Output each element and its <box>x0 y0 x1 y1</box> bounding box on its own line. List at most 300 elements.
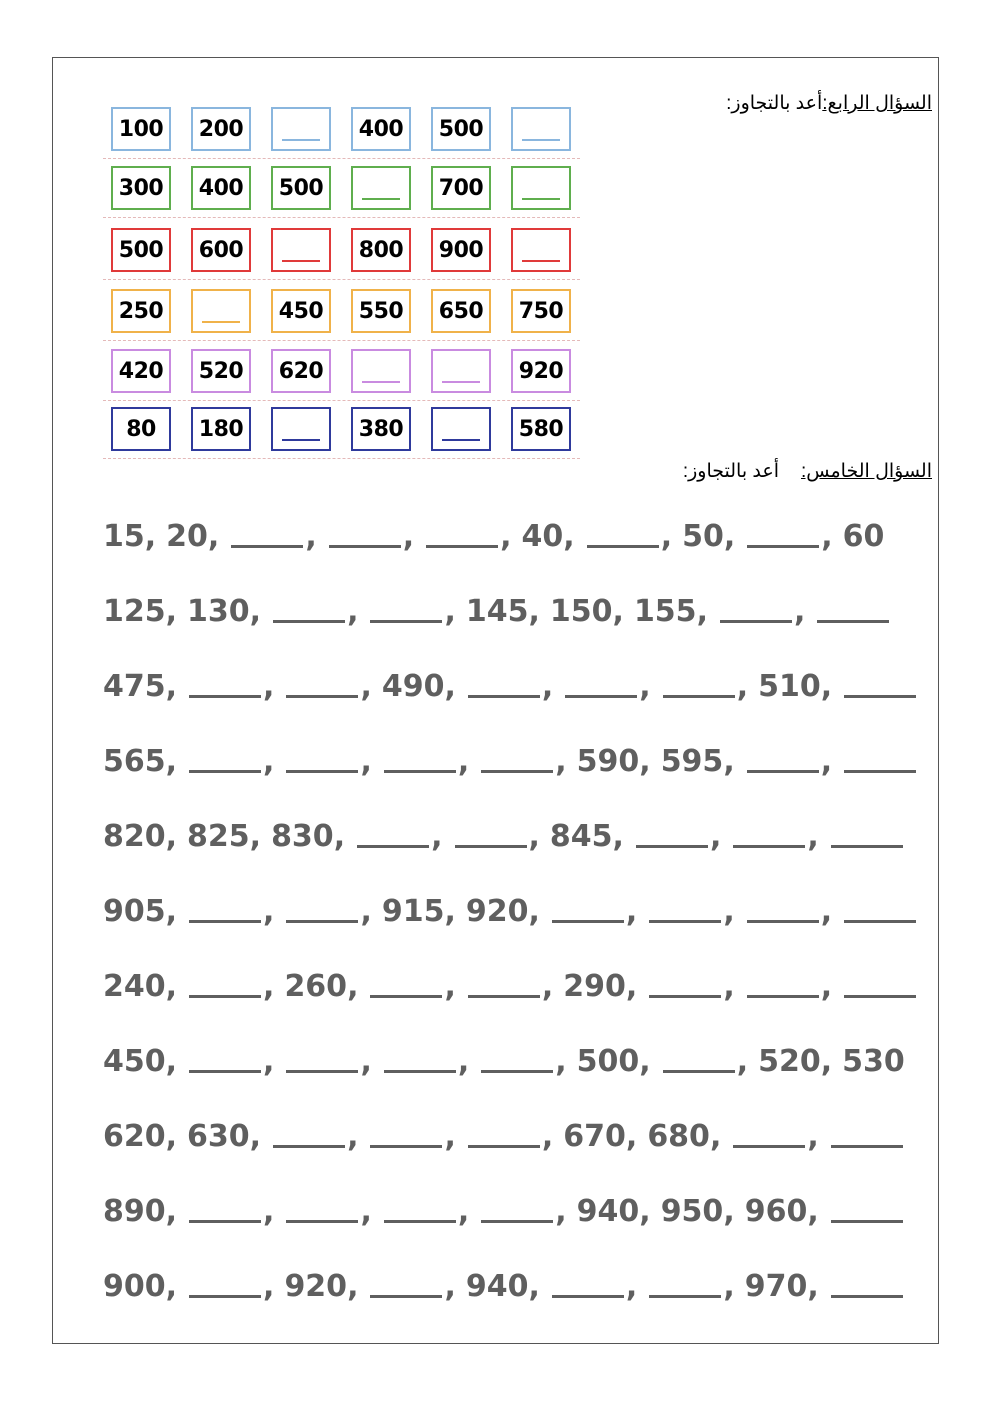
number-text: 680 <box>647 1119 710 1154</box>
blank-line[interactable] <box>273 1145 345 1148</box>
grid-blank-cell <box>351 166 411 210</box>
answer-blank <box>368 594 465 629</box>
blank-line[interactable] <box>720 620 792 623</box>
comma: , <box>625 1119 638 1154</box>
sequence-number <box>466 594 550 629</box>
comma: , <box>541 969 554 1004</box>
answer-blank <box>382 744 479 779</box>
blank-line[interactable] <box>329 545 401 548</box>
answer-blank <box>284 744 381 779</box>
sequence-number <box>103 744 187 779</box>
comma: , <box>263 669 275 704</box>
comma: , <box>541 669 554 704</box>
comma: , <box>457 1044 470 1079</box>
sequence-row <box>103 1258 893 1304</box>
blank-line[interactable] <box>286 1070 358 1073</box>
comma: , <box>820 969 833 1004</box>
grid-number-cell <box>431 289 491 333</box>
answer-blank <box>368 969 465 1004</box>
number-text: 500 <box>576 1044 640 1079</box>
blank-line[interactable] <box>384 1220 456 1223</box>
grid-blank-cell <box>271 107 331 151</box>
blank-line[interactable] <box>636 845 708 848</box>
answer-blank <box>284 669 381 704</box>
question-four-heading <box>726 92 932 115</box>
grid-number: 520 <box>198 358 244 384</box>
number-text: 900 <box>103 1269 166 1304</box>
number-text: 290 <box>563 969 626 1004</box>
grid-row <box>103 401 580 459</box>
blank-line[interactable] <box>286 695 358 698</box>
number-text: 520 <box>758 1044 821 1079</box>
blank-line[interactable] <box>426 545 498 548</box>
answer-blank <box>187 1044 284 1079</box>
answer-blank <box>718 594 815 629</box>
sequence-number <box>166 519 229 554</box>
sequence-number <box>550 819 634 854</box>
comma: , <box>347 1119 359 1154</box>
sequence-number <box>745 1269 829 1304</box>
comma: , <box>736 669 749 704</box>
comma: , <box>347 594 359 629</box>
comma: , <box>807 1269 819 1304</box>
grid-number-cell <box>431 107 491 151</box>
question-five-instruction: أعد بالتجاوز: <box>682 461 779 482</box>
blank-line[interactable] <box>468 1145 540 1148</box>
comma: , <box>431 819 443 854</box>
comma: , <box>165 744 178 779</box>
comma: , <box>555 744 567 779</box>
blank-line[interactable] <box>844 995 916 998</box>
blank-line[interactable] <box>844 770 916 773</box>
blank-line[interactable] <box>747 545 819 548</box>
blank-line[interactable] <box>481 770 553 773</box>
answer-blank <box>550 1269 647 1304</box>
blank-line <box>282 439 320 441</box>
grid-number: 550 <box>358 298 404 324</box>
grid-number-cell <box>351 107 411 151</box>
grid-number: 920 <box>518 358 564 384</box>
comma: , <box>709 819 722 854</box>
grid-row <box>103 160 580 218</box>
comma: , <box>249 594 262 629</box>
grid-number: 500 <box>278 175 324 201</box>
blank-line[interactable] <box>370 620 442 623</box>
grid-row <box>103 222 580 280</box>
blank-line <box>442 439 480 441</box>
blank-line[interactable] <box>189 770 261 773</box>
grid-number-cell <box>111 407 171 451</box>
blank-line[interactable] <box>189 1070 261 1073</box>
comma: , <box>793 594 806 629</box>
grid-number-cell <box>431 228 491 272</box>
number-text: 820 <box>103 819 166 854</box>
blank-line[interactable] <box>747 995 819 998</box>
number-text: 890 <box>103 1194 166 1229</box>
sequence-number <box>843 519 885 554</box>
answer-blank <box>661 1044 758 1079</box>
grid-number: 80 <box>126 416 156 442</box>
comma: , <box>723 744 735 779</box>
grid-row <box>103 343 580 401</box>
grid-number: 400 <box>198 175 244 201</box>
grid-blank-cell <box>271 407 331 451</box>
sequence-number <box>466 1269 550 1304</box>
comma: , <box>263 1269 275 1304</box>
blank-line[interactable] <box>587 545 659 548</box>
grid-number: 580 <box>518 416 564 442</box>
answer-blank <box>424 519 521 554</box>
grid-number-cell <box>271 349 331 393</box>
number-text: 40 <box>521 519 564 554</box>
comma: , <box>444 894 456 929</box>
comma: , <box>625 1269 638 1304</box>
blank-line[interactable] <box>468 695 540 698</box>
blank-line[interactable] <box>831 845 903 848</box>
comma: , <box>555 1044 567 1079</box>
comma: , <box>402 519 415 554</box>
sequence-number <box>634 594 718 629</box>
blank-line[interactable] <box>831 1220 903 1223</box>
blank-line[interactable] <box>273 620 345 623</box>
blank-line[interactable] <box>733 1145 805 1148</box>
answer-blank <box>187 669 284 704</box>
comma: , <box>444 969 456 1004</box>
blank-line[interactable] <box>831 1145 903 1148</box>
blank-line[interactable] <box>189 995 261 998</box>
sequence-number <box>103 1119 187 1154</box>
blank-line[interactable] <box>844 920 916 923</box>
comma: , <box>821 519 833 554</box>
blank-line[interactable] <box>663 1070 735 1073</box>
answer-blank <box>284 1044 381 1079</box>
number-text: 50 <box>682 519 724 554</box>
answer-blank <box>647 969 744 1004</box>
sequence-number <box>577 744 661 779</box>
answer-blank <box>479 744 576 779</box>
grid-number: 800 <box>358 237 404 263</box>
blank-line[interactable] <box>552 1295 624 1298</box>
answer-blank <box>550 894 647 929</box>
answer-blank <box>647 1269 744 1304</box>
number-text: 595 <box>660 744 724 779</box>
grid-number-cell <box>351 228 411 272</box>
grid-number: 380 <box>358 416 404 442</box>
comma: , <box>528 819 540 854</box>
blank-line[interactable] <box>384 1070 456 1073</box>
answer-blank <box>382 1194 479 1229</box>
blank-line[interactable] <box>747 770 819 773</box>
comma: , <box>625 969 638 1004</box>
sequence-row <box>103 958 893 1004</box>
comma: , <box>612 819 624 854</box>
sequence-number <box>550 594 634 629</box>
comma: , <box>444 669 456 704</box>
answer-blank <box>187 1194 284 1229</box>
question-five-heading <box>683 460 932 483</box>
answer-blank <box>382 1044 479 1079</box>
comma: , <box>249 819 262 854</box>
number-text: 125 <box>103 594 166 629</box>
sequence-number <box>842 1044 905 1079</box>
blank-line[interactable] <box>357 845 429 848</box>
number-text: 530 <box>842 1044 905 1079</box>
comma: , <box>347 1269 359 1304</box>
answer-blank <box>284 1194 381 1229</box>
blank-line[interactable] <box>286 770 358 773</box>
blank-line[interactable] <box>663 695 735 698</box>
blank-line[interactable] <box>481 1070 553 1073</box>
comma: , <box>165 1044 178 1079</box>
grid-blank-cell <box>511 166 571 210</box>
answer-blank <box>829 1220 905 1229</box>
blank-line[interactable] <box>468 995 540 998</box>
answer-blank <box>731 1119 828 1154</box>
grid-row <box>103 283 580 341</box>
blank-line[interactable] <box>552 920 624 923</box>
sequence-number <box>382 669 466 704</box>
sequence-number <box>187 1119 271 1154</box>
comma: , <box>360 1044 372 1079</box>
number-text: 940 <box>465 1269 529 1304</box>
grid-number: 250 <box>118 298 164 324</box>
sequence-number <box>661 1194 745 1229</box>
blank-line[interactable] <box>455 845 527 848</box>
grid-number-cell <box>351 289 411 333</box>
comma: , <box>263 1194 275 1229</box>
answer-blank <box>731 819 828 854</box>
comma: , <box>723 1194 735 1229</box>
grid-number-cell <box>191 107 251 151</box>
grid-number: 420 <box>118 358 164 384</box>
answer-blank <box>745 519 842 554</box>
sequence-number <box>271 819 355 854</box>
grid-number: 200 <box>198 116 244 142</box>
answer-blank <box>647 894 744 929</box>
number-text: 60 <box>842 519 885 554</box>
answer-blank <box>187 969 284 1004</box>
grid-number-cell <box>111 289 171 333</box>
sequence-number <box>758 1044 842 1079</box>
grid-blank-cell <box>431 349 491 393</box>
sequence-number <box>466 894 550 929</box>
blank-line[interactable] <box>286 1220 358 1223</box>
number-text: 920 <box>465 894 529 929</box>
number-text: 620 <box>103 1119 166 1154</box>
comma: , <box>457 744 470 779</box>
sequence-row <box>103 583 893 629</box>
comma: , <box>528 894 540 929</box>
comma: , <box>333 819 346 854</box>
sequence-row <box>103 658 893 704</box>
sequence-number <box>187 819 271 854</box>
answer-blank <box>842 770 918 779</box>
comma: , <box>807 1119 819 1154</box>
blank-line <box>442 381 480 383</box>
number-text: 920 <box>284 1269 348 1304</box>
grid-number: 620 <box>278 358 324 384</box>
sequence-number <box>284 1269 368 1304</box>
blank-line[interactable] <box>189 920 261 923</box>
blank-line[interactable] <box>370 1145 442 1148</box>
answer-blank <box>466 669 563 704</box>
blank-line[interactable] <box>817 620 889 623</box>
answer-blank <box>829 1295 905 1304</box>
answer-blank <box>187 894 284 929</box>
sequence-number <box>103 1194 187 1229</box>
answer-blank <box>368 1119 465 1154</box>
grid-number-cell <box>111 228 171 272</box>
comma: , <box>263 894 275 929</box>
sequence-row <box>103 808 893 854</box>
answer-blank <box>842 920 918 929</box>
sequence-number <box>103 1269 187 1304</box>
answer-blank <box>355 819 452 854</box>
sequence-row <box>103 1033 905 1079</box>
grid-number-cell <box>511 349 571 393</box>
answer-blank <box>745 894 842 929</box>
blank-line[interactable] <box>286 920 358 923</box>
blank-line[interactable] <box>370 1295 442 1298</box>
comma: , <box>305 519 317 554</box>
comma: , <box>723 969 735 1004</box>
comma: , <box>165 1119 178 1154</box>
blank-line[interactable] <box>384 770 456 773</box>
comma: , <box>360 1194 372 1229</box>
blank-line[interactable] <box>649 1295 721 1298</box>
comma: , <box>165 669 178 704</box>
blank-line <box>282 260 320 262</box>
blank-line[interactable] <box>649 995 721 998</box>
sequence-row <box>103 883 893 929</box>
answer-blank <box>479 1044 576 1079</box>
sequence-row <box>103 733 893 779</box>
number-text: 510 <box>758 669 821 704</box>
comma: , <box>249 1119 262 1154</box>
answer-blank <box>661 669 758 704</box>
number-text: 260 <box>284 969 348 1004</box>
grid-number-cell <box>511 407 571 451</box>
blank-line[interactable] <box>370 995 442 998</box>
comma: , <box>528 1269 540 1304</box>
number-text: 155 <box>633 594 697 629</box>
sequence-number <box>103 519 166 554</box>
answer-blank <box>745 969 842 1004</box>
grid-number-cell <box>511 289 571 333</box>
sequence-row <box>103 1108 893 1154</box>
number-text: 630 <box>187 1119 250 1154</box>
number-text: 590 <box>576 744 640 779</box>
comma: , <box>360 894 372 929</box>
blank-line[interactable] <box>481 1220 553 1223</box>
blank-line[interactable] <box>733 845 805 848</box>
blank-line[interactable] <box>189 1220 261 1223</box>
answer-blank <box>327 519 424 554</box>
answer-blank <box>815 620 891 629</box>
grid-blank-cell <box>511 228 571 272</box>
blank-line <box>522 260 560 262</box>
grid-number-cell <box>191 166 251 210</box>
comma: , <box>807 819 819 854</box>
number-text: 970 <box>744 1269 808 1304</box>
sequence-number <box>103 819 187 854</box>
grid-number: 400 <box>358 116 404 142</box>
grid-number-cell <box>351 407 411 451</box>
blank-line[interactable] <box>747 920 819 923</box>
grid-number-cell <box>111 349 171 393</box>
blank-line[interactable] <box>649 920 721 923</box>
grid-number-cell <box>191 349 251 393</box>
comma: , <box>500 519 512 554</box>
number-text: 20 <box>166 519 208 554</box>
sequence-number <box>682 519 745 554</box>
answer-blank <box>271 1119 368 1154</box>
number-text: 240 <box>103 969 166 1004</box>
grid-blank-cell <box>191 289 251 333</box>
comma: , <box>555 1194 567 1229</box>
blank-line <box>522 139 560 141</box>
blank-line <box>202 321 240 323</box>
answer-blank <box>229 519 326 554</box>
comma: , <box>165 969 178 1004</box>
grid-number: 600 <box>198 237 244 263</box>
number-text: 845 <box>549 819 613 854</box>
comma: , <box>696 594 708 629</box>
sequence-number <box>187 594 271 629</box>
blank-line <box>282 139 320 141</box>
answer-blank <box>479 1194 576 1229</box>
answer-blank <box>842 695 918 704</box>
comma: , <box>165 894 178 929</box>
sequence-number <box>103 894 187 929</box>
comma: , <box>263 969 275 1004</box>
comma: , <box>165 819 178 854</box>
grid-number: 500 <box>438 116 484 142</box>
answer-blank <box>187 744 284 779</box>
sequence-number <box>577 1194 661 1229</box>
sequence-row <box>103 1183 893 1229</box>
comma: , <box>820 1044 833 1079</box>
grid-blank-cell <box>511 107 571 151</box>
grid-number-cell <box>431 166 491 210</box>
sequence-number <box>103 969 187 1004</box>
blank-line <box>522 198 560 200</box>
comma: , <box>660 519 673 554</box>
blank-line[interactable] <box>844 695 916 698</box>
blank-line[interactable] <box>831 1295 903 1298</box>
number-text: 475 <box>103 669 166 704</box>
grid-number: 500 <box>118 237 164 263</box>
sequence-number <box>563 969 647 1004</box>
blank-line[interactable] <box>189 1295 261 1298</box>
blank-line[interactable] <box>231 545 303 548</box>
answer-blank <box>271 594 368 629</box>
answer-blank <box>466 969 563 1004</box>
blank-line[interactable] <box>189 695 261 698</box>
blank-line[interactable] <box>565 695 637 698</box>
number-text: 15 <box>103 519 145 554</box>
comma: , <box>444 1119 456 1154</box>
number-text: 830 <box>271 819 334 854</box>
grid-number-cell <box>111 107 171 151</box>
number-text: 490 <box>381 669 445 704</box>
grid-blank-cell <box>271 228 331 272</box>
comma: , <box>736 1044 749 1079</box>
comma: , <box>612 594 624 629</box>
sequence-number <box>522 519 585 554</box>
sequence-row <box>103 508 893 554</box>
answer-blank <box>368 1269 465 1304</box>
